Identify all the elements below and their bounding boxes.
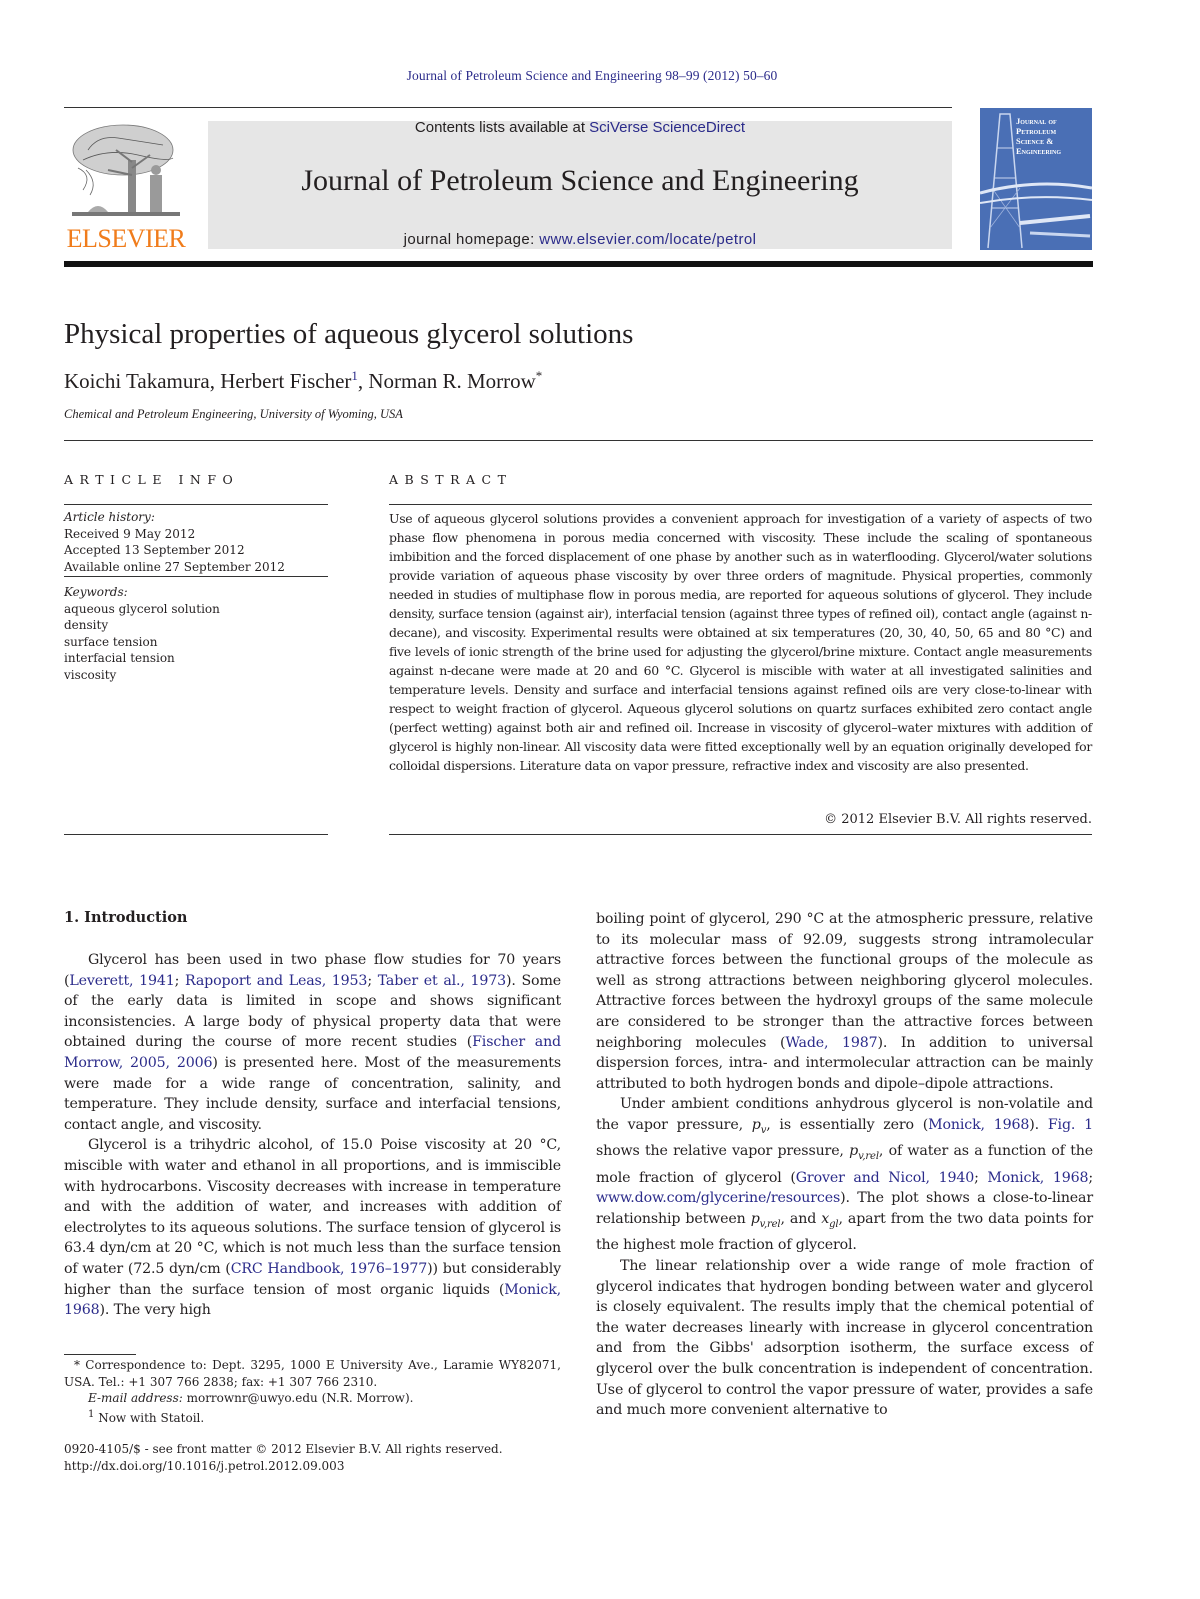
keyword: viscosity: [64, 667, 117, 682]
footnotes: [64, 1357, 561, 1426]
article-info-bottom-rule: [64, 834, 328, 835]
keywords-label: Keywords:: [64, 585, 128, 599]
citation-link[interactable]: Leverett, 1941: [69, 972, 175, 989]
author-footnote-mark[interactable]: 1: [351, 368, 358, 383]
citation-link[interactable]: Monick, 1968: [64, 1281, 561, 1319]
citation-link[interactable]: Grover and Nicol, 1940: [795, 1169, 975, 1186]
author-name: Herbert Fischer: [220, 369, 352, 393]
journal-cover-thumbnail[interactable]: [980, 108, 1092, 250]
paragraph: Glycerol is a trihydric alcohol, of 15.0 Poise viscosity at 20 °C, miscible with water and ethanol in all proportions, and is immiscible with hydrocarbons. Viscosity decreases with increase in temperature and with the addition of water, and increases with addition of electrolytes to its aqueous solutions. The surface tension of glycerol is 63.4 dyn/cm at 20 °C, which is not much less than the surface tension of water (72.5 dyn/cm (CRC Handbook, 1976–1977)) but considerably higher than the surface tension of most organic liquids (Monick, 1968). The very high: [64, 1137, 561, 1319]
running-head[interactable]: [0, 68, 1184, 84]
footnote-1: $^1$ Now with Statoil.: [88, 1408, 205, 1425]
citation-link[interactable]: Taber et al., 1973: [377, 972, 506, 989]
email-link[interactable]: morrownr@uwyo.edu (N.R. Morrow).: [182, 1391, 414, 1405]
citation-link[interactable]: Monick, 1968: [928, 1116, 1030, 1133]
homepage-line: [208, 231, 952, 248]
imprint: [64, 1441, 503, 1474]
math-symbol: $p_{v,rel}$: [849, 1143, 879, 1163]
author-name: Koichi Takamura: [64, 369, 210, 393]
running-head-link[interactable]: Journal of Petroleum Science and Engineering 98–99 (2012) 50–60: [406, 68, 778, 83]
keyword: aqueous glycerol solution: [64, 601, 220, 616]
paragraph: Glycerol has been used in two phase flow studies for 70 years (Leverett, 1941; Rapoport and Leas, 1953; Taber et al., 1973). Some of the early data is limited in scope and shows significant inconsistencies. A large body of physical property data that were obtained during the course of more recent studies (Fischer and Morrow, 2005, 2006) is presented here. Most of the measurements were made for a wide range of concentration, salinity, and temperature. They include density, surface and interfacial tensions, contact angle, and viscosity.: [64, 952, 562, 1133]
abstract-bottom-rule: [389, 834, 1092, 835]
history-rule: [64, 576, 328, 577]
footnote-correspondence: * Correspondence to: Dept. 3295, 1000 E University Ave., Laramie WY82071, USA. Tel.: +1 307 766 2838; fax: +1 307 766 2310.: [64, 1358, 561, 1389]
homepage-prefix: journal homepage:: [403, 231, 540, 248]
author-name: Norman R. Morrow: [368, 369, 536, 393]
contents-prefix: Contents lists available at: [414, 119, 590, 136]
paragraph: boiling point of glycerol, 290 °C at the atmospheric pressure, relative to its molecular mass of 92.09, suggests strong intramolecular attractive forces between the functional groups of the molecule as well as strong attractions between neighboring glycerol molecules. Attractive forces between the hydroxyl groups of the same molecule are considered to be stronger than the attractive forces between neighboring molecules (Wade, 1987). In addition to universal dispersion forces, intra- and intermolecular attraction can be mainly attributed to both hydrogen bonds and dipole–dipole attractions.: [596, 911, 1093, 1092]
header-rule: [64, 107, 952, 108]
keyword: density: [64, 618, 109, 632]
article-info-rule: [64, 504, 328, 505]
tree-logo-icon: [68, 120, 184, 220]
citation-link[interactable]: www.dow.com/glycerine/resources: [596, 1190, 841, 1207]
abstract-heading: ABSTRACT: [389, 472, 513, 487]
history-label: Article history:: [64, 510, 155, 524]
journal-title: Journal of Petroleum Science and Engineering: [301, 164, 859, 197]
citation-link[interactable]: Fig. 1: [1047, 1116, 1093, 1133]
footnote-email: E-mail address: morrownr@uwyo.edu (N.R. Morrow).: [88, 1391, 414, 1405]
title-rule: [64, 440, 1093, 441]
header-thick-rule: [64, 261, 1093, 267]
citation-link[interactable]: Monick, 1968: [987, 1169, 1089, 1186]
elsevier-logo[interactable]: [64, 118, 188, 251]
section-heading-introduction: 1. Introduction: [64, 909, 188, 926]
cover-title: Journal of Petroleum Science & Engineering: [1016, 116, 1062, 156]
abstract-rule: [389, 504, 1092, 505]
keyword: surface tension: [64, 634, 158, 649]
article-info-heading: ARTICLE INFO: [64, 472, 240, 487]
elsevier-wordmark: ELSEVIER: [66, 224, 186, 253]
citation-link[interactable]: Rapoport and Leas, 1953: [185, 972, 368, 989]
article-title: Physical properties of aqueous glycerol solutions: [64, 318, 634, 350]
author-list: Koichi Takamura, Herbert Fischer$^1$, Norman R. Morrow*: [64, 368, 543, 393]
affiliation: Chemical and Petroleum Engineering, University of Wyoming, USA: [64, 407, 403, 421]
abstract-text: Use of aqueous glycerol solutions provides a convenient approach for investigation of a variety of aspects of two phase flow phenomena in porous media concerned with viscosity. These include the scaling of spontaneous imbibition and the forced displacement of one phase by another such as in waterflooding. Glycerol/water solutions provide variation of aqueous phase viscosity by over three orders of magnitude. Physical properties, commonly needed in studies of multiphase flow in porous media, are reported for aqueous solutions of glycerol. They include density, surface tension (against air), interfacial tension (against three types of refined oil), contact angle (against n-decane), and viscosity. Experimental results were obtained at six temperatures (20, 30, 40, 50, 65 and 80 °C) and five levels of ionic strength of the brine used for adjusting the glycerol/brine mixture. Contact angle measurements against n-decane were made at 20 and 60 °C. Glycerol is miscible with water at all investigated salinities and temperature levels. Density and surface and interfacial tensions against refined oils are very close-to-linear with respect to weight fraction of glycerol. Aqueous glycerol solutions on quartz surfaces exhibited zero contact angle (perfect wetting) against both air and refined oil. Increase in viscosity of glycerol–water mixtures with addition of glycerol is highly non-linear. All viscosity data were fitted exceptionally well by an equation originally developed for colloidal dispersions. Literature data on vapor pressure, refractive index and viscosity are also presented.: [389, 511, 1092, 773]
citation-link[interactable]: Wade, 1987: [785, 1034, 878, 1051]
citation-link[interactable]: Fischer and Morrow, 2005, 2006: [64, 1034, 561, 1071]
math-symbol: $x_{gl}$: [821, 1210, 839, 1230]
math-symbol: $p_v$: [751, 1116, 767, 1136]
issn-line: 0920-4105/$ - see front matter © 2012 Elsevier B.V. All rights reserved.: [64, 1442, 503, 1456]
corresponding-author-mark[interactable]: *: [535, 368, 543, 383]
contents-line: [208, 119, 952, 136]
math-symbol: $p_{v,rel}$: [750, 1210, 781, 1230]
body-column-right: [596, 909, 1093, 1421]
paragraph: The linear relationship over a wide range of mole fraction of glycerol indicates that hydrogen bonding between water and glycerol is closely equivalent. The results imply that the chemical potential of the water decreases linearly with increase in glycerol concentration and from the Gibbs' adsorption isotherm, the surface excess of glycerol over the bulk concentration is independent of concentration. Use of glycerol to control the vapor pressure of water, provides a safe and much more convenient alternative to: [596, 1257, 1093, 1419]
history-accepted: Accepted 13 September 2012: [64, 543, 245, 557]
body-column-left: [64, 950, 561, 1321]
paragraph: Under ambient conditions anhydrous glycerol is non-volatile and the vapor pressure, $p_v$, is essentially zero (Monick, 1968). Fig. 1 shows the relative vapor pressure, $p_{v,rel}$, of water as a function of the mole fraction of glycerol (Grover and Nicol, 1940; Monick, 1968; www.dow.com/glycerine/resources). The plot shows a close-to-linear relationship between $p_{v,rel}$, and $x_{gl}$, apart from the two data points for the highest mole fraction of glycerol.: [596, 1096, 1093, 1254]
homepage-link[interactable]: www.elsevier.com/locate/petrol: [539, 231, 757, 248]
history-received: Received 9 May 2012: [64, 526, 196, 541]
footnote-rule: [64, 1354, 136, 1355]
article-info: [64, 509, 328, 683]
citation-link[interactable]: CRC Handbook, 1976–1977: [230, 1260, 428, 1277]
abstract-copyright: © 2012 Elsevier B.V. All rights reserved.: [824, 812, 1092, 827]
history-online: Available online 27 September 2012: [64, 559, 285, 574]
doi-link[interactable]: http://dx.doi.org/10.1016/j.petrol.2012.09.003: [64, 1458, 345, 1473]
keyword: interfacial tension: [64, 651, 175, 665]
sciencedirect-link[interactable]: SciVerse ScienceDirect: [589, 119, 746, 136]
